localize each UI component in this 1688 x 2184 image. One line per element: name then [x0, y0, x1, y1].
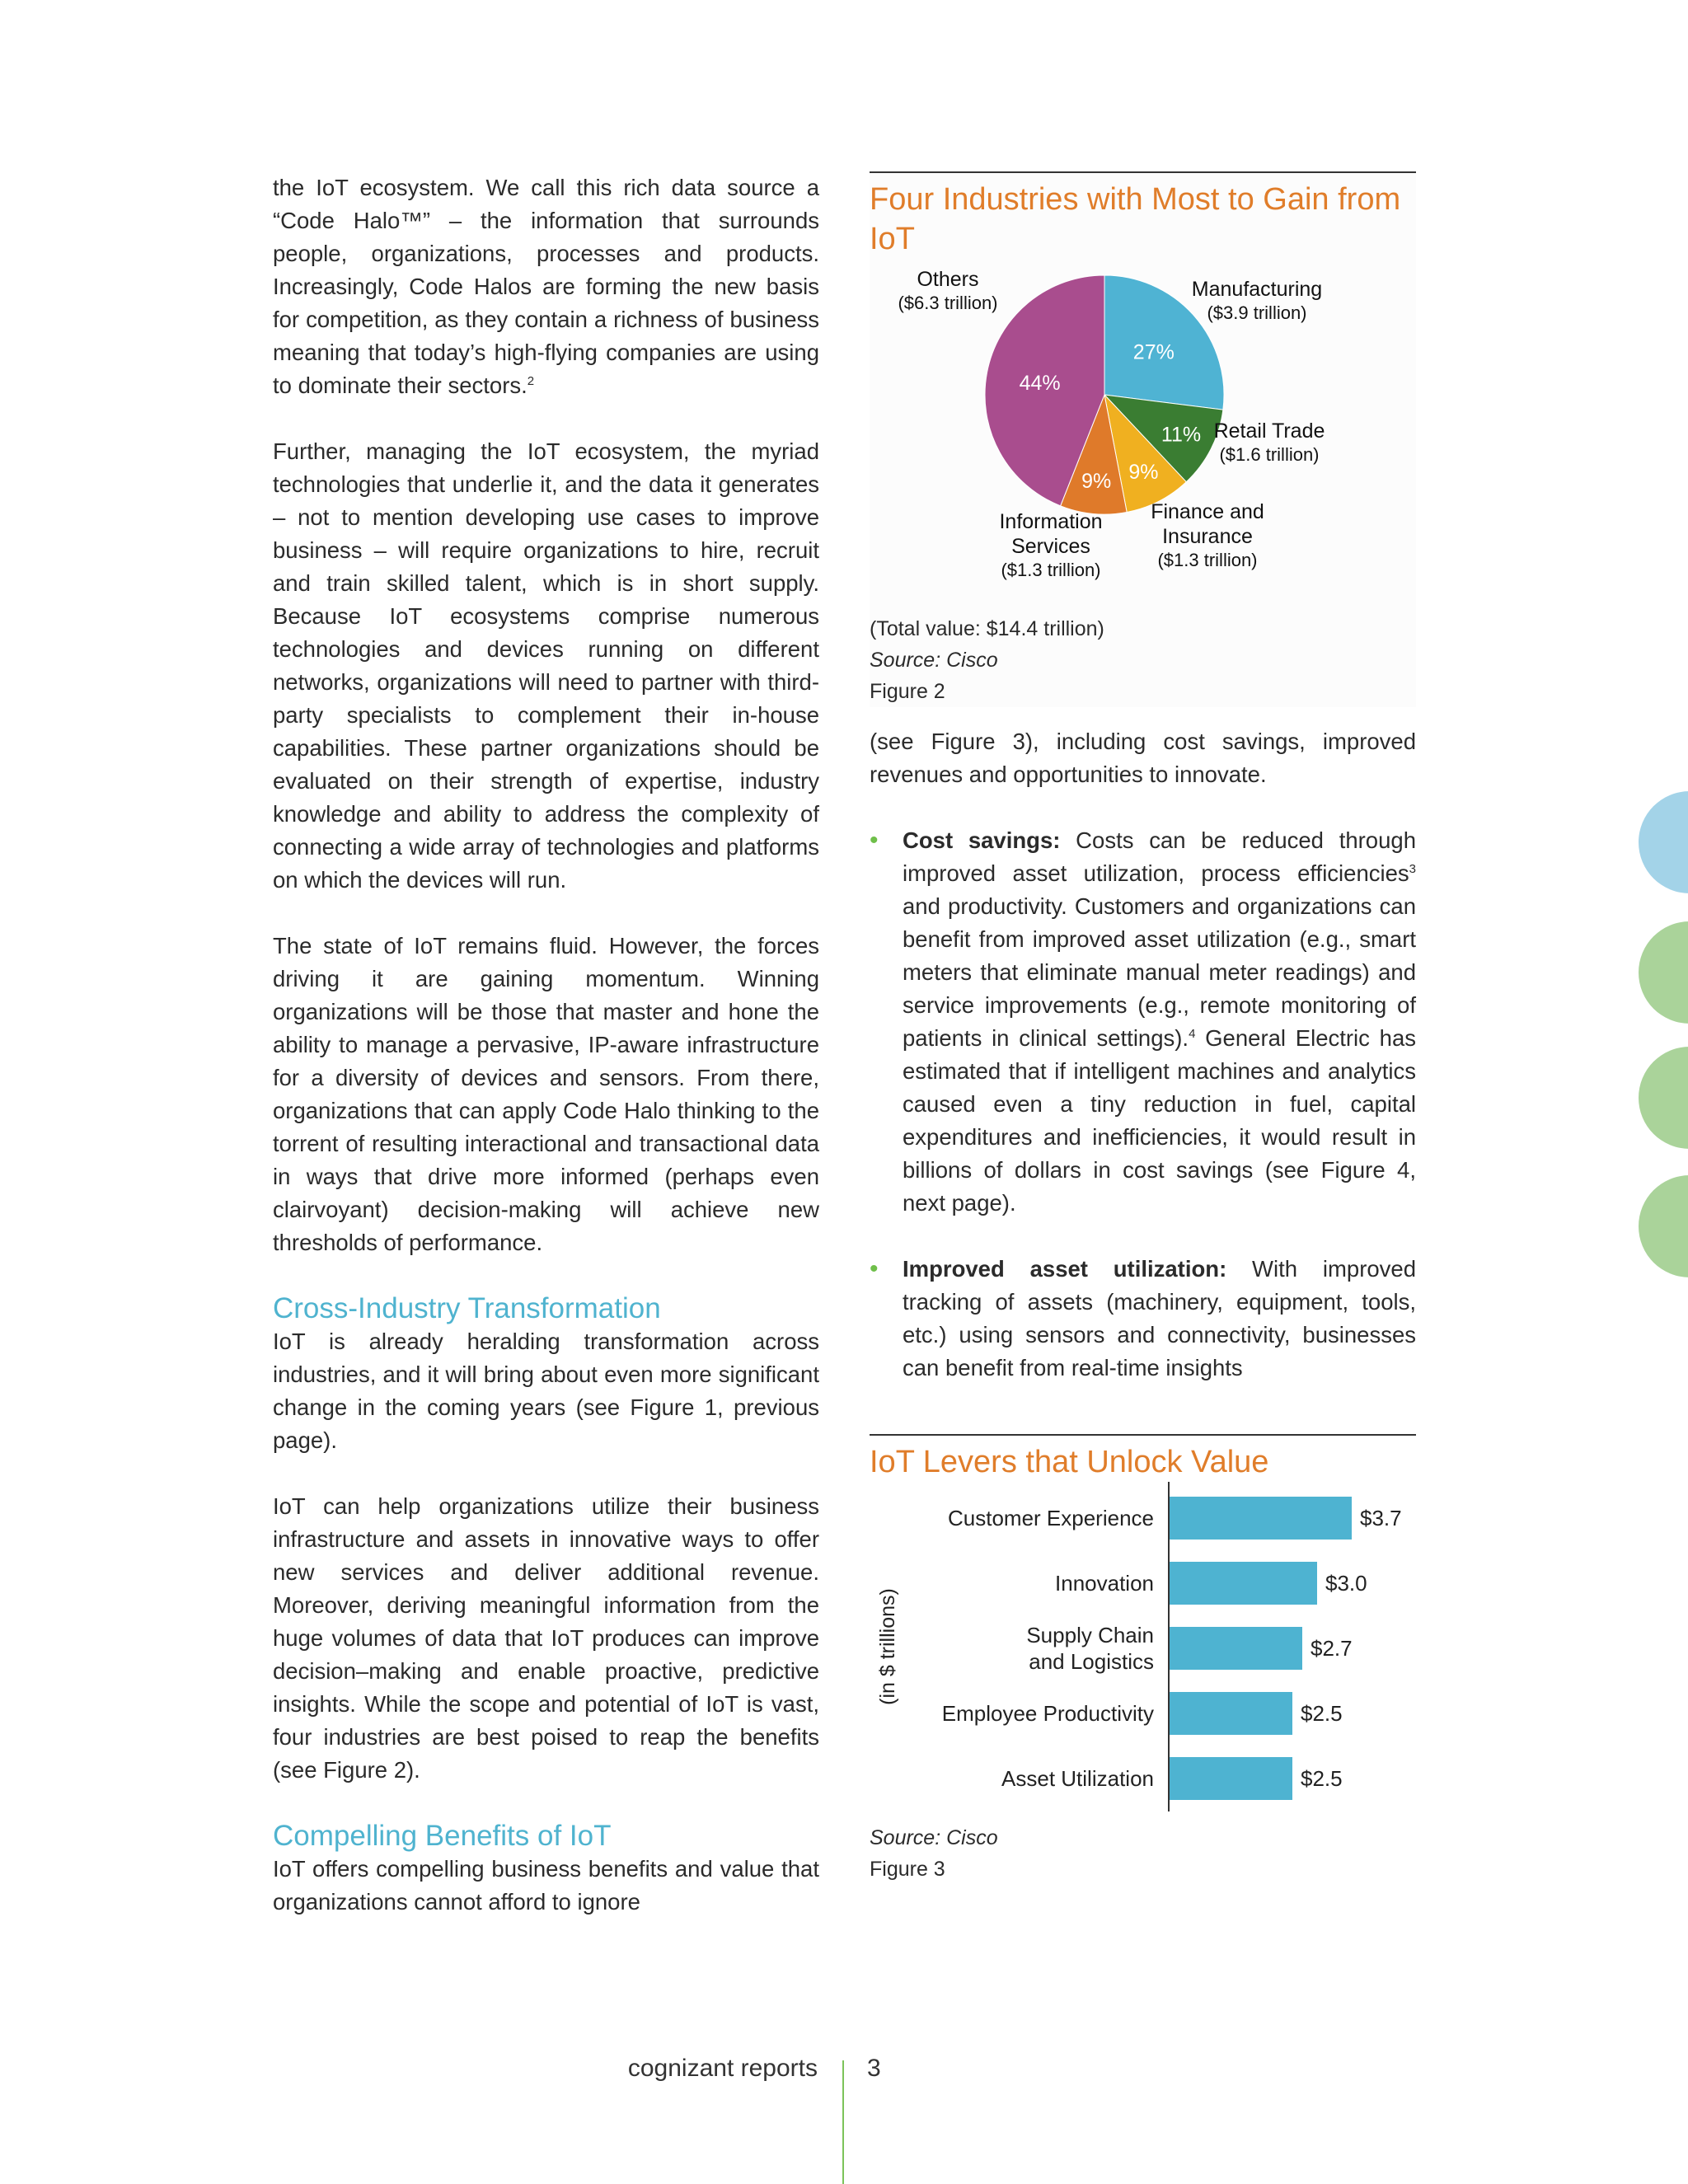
decorative-circle	[1639, 1175, 1688, 1277]
bar-chart	[870, 1482, 1416, 1811]
figure-3	[870, 1434, 1416, 1885]
bar-chart-axis-label: (in $ trillions)	[876, 1588, 899, 1705]
bar	[1169, 1692, 1292, 1735]
figure-2-source: Source: Cisco	[870, 649, 998, 672]
pie-label-retail: Retail Trade ($1.6 trillion)	[1213, 419, 1325, 465]
bar	[1169, 1562, 1317, 1605]
bar-category-label: Customer Experience	[948, 1506, 1154, 1530]
pie-label-manufacturing: Manufacturing ($3.9 trillion)	[1191, 278, 1323, 323]
footnote-ref[interactable]: 3	[1409, 861, 1416, 876]
paragraph: (see Figure 3), including cost savings, improved revenues and opportunities to innovate.	[870, 729, 1416, 787]
figure-rule	[870, 1434, 1416, 1436]
pie-percent-label: 9%	[1081, 469, 1112, 493]
figure-2-title: Four Industries with Most to Gain from IoT	[870, 182, 1401, 256]
page-number: 3	[867, 2055, 881, 2082]
bar	[1169, 1497, 1352, 1540]
left-column	[273, 171, 819, 1919]
figure-3-source: Source: Cisco	[870, 1826, 998, 1849]
figure-rule	[870, 171, 1416, 173]
decorative-circle	[1639, 1047, 1688, 1149]
figure-3-label: Figure 3	[870, 1858, 945, 1881]
bar-value-label: $3.0	[1325, 1571, 1367, 1596]
bar-value-label: $2.5	[1301, 1701, 1343, 1726]
pie-percent-label: 9%	[1128, 461, 1159, 485]
bar-category-label: Supply Chain and Logistics	[1026, 1623, 1154, 1674]
pie-label-others: Others ($6.3 trillion)	[898, 268, 998, 313]
paragraph: IoT offers compelling business benefits and value that organizations cannot afford to ignore	[273, 1856, 819, 1915]
figure-2	[870, 171, 1416, 707]
bar	[1169, 1627, 1302, 1670]
bullet-cost-savings: • Cost savings: Costs can be reduced through improved asset utilization, process efficiencies$^3$ and productivity. Customers and organizations can benefit from improved asset utilization (e.g., smart meters that eliminate manual meter readings) and service improvements (e.g., remote monitoring of patients in clinical settings).$^4$ General Electric has estimated that if intelligent machines and analytics caused even a tiny reduction in fuel, capital expenditures and inefficiencies, it would result in billions of dollars in cost savings (see Figure 4, next page).	[870, 824, 1416, 1220]
pie-percent-label: 44%	[1019, 372, 1061, 396]
footer-divider	[842, 2060, 844, 2184]
bullet-asset-utilization: • Improved asset utilization: With improved tracking of assets (machinery, equipment, tools, etc.) using sensors and connectivity, businesses can benefit from real-time insights	[870, 1253, 1416, 1385]
pie-percent-label: 27%	[1132, 340, 1175, 364]
bar-value-label: $2.5	[1301, 1766, 1343, 1791]
paragraph: IoT is already heralding transformation across industries, and it will bring about even more significant change in the coming years (see Figure 1, previous page).	[273, 1329, 819, 1453]
footnote-ref[interactable]: 2	[527, 373, 535, 388]
figure-3-title: IoT Levers that Unlock Value	[870, 1445, 1269, 1479]
bar	[1169, 1757, 1292, 1800]
right-column	[870, 171, 1416, 1885]
section-heading-cross-industry: Cross-Industry Transformation	[273, 1292, 661, 1324]
bullet-icon: •	[870, 1255, 879, 1282]
bar-category-label: Asset Utilization	[1001, 1766, 1154, 1791]
bar-value-label: $3.7	[1360, 1506, 1402, 1530]
footer-brand: cognizant reports	[627, 2055, 818, 2082]
bar-category-label: Employee Productivity	[941, 1701, 1154, 1726]
paragraph: Further, managing the IoT ecosystem, the myriad technologies that underlie it, and the data it generates – not to mention developing use cases to improve business – will require organizations to hire, recruit and train skilled talent, which is in short supply. Because IoT ecosystems comprise numerous technologies and devices running on different networks, organizations will need to partner with third-party specialists to complement their in-house capabilities. These partner organizations should be evaluated on their strength of expertise, industry knowledge and ability to address the complexity of connecting a wide array of technologies and platforms on which the devices will run.	[273, 438, 819, 893]
paragraph: The state of IoT remains fluid. However, the forces driving it are gaining momentum. Winning organizations will be those that master and hone the ability to manage a pervasive, IP-aware infrastructure for a diversity of devices and sensors. From there, organizations that can apply Code Halo thinking to the torrent of resulting interactional and transactional data in ways that drive more informed (perhaps even clairvoyant) decision-making will achieve new thresholds of performance.	[273, 933, 819, 1255]
decorative-circle	[1639, 921, 1688, 1024]
decorative-circle	[1639, 791, 1688, 893]
bar-category-label: Innovation	[1055, 1571, 1154, 1596]
bullet-icon: •	[870, 827, 879, 854]
paragraph: IoT can help organizations utilize their business infrastructure and assets in innovative ways to offer new services and deliver additional revenue. Moreover, deriving meaningful information from the huge volumes of data that IoT produces can improve decision–making and enable proactive, predictive insights. While the scope and potential of IoT is vast, four industries are best poised to reap the benefits (see Figure 2).	[273, 1493, 819, 1783]
bar-value-label: $2.7	[1311, 1636, 1353, 1661]
pie-chart	[870, 259, 1416, 613]
section-heading-benefits: Compelling Benefits of IoT	[273, 1820, 612, 1852]
pie-label-info: Information Services ($1.3 trillion)	[999, 510, 1103, 580]
footnote-ref[interactable]: 4	[1189, 1026, 1196, 1041]
figure-2-total: (Total value: $14.4 trillion)	[870, 617, 1104, 640]
figure-2-label: Figure 2	[870, 680, 945, 703]
pie-label-finance: Finance and Insurance ($1.3 trillion)	[1151, 500, 1264, 570]
pie-percent-label: 11%	[1160, 423, 1202, 447]
paragraph: the IoT ecosystem. We call this rich data source a “Code Halo™” – the information that surrounds people, organizations, processes and products. Increasingly, Code Halos are forming the new basis for competition, as they contain a richness of business meaning that today’s high-flying companies are using to dominate their sectors.$^2$	[273, 175, 819, 398]
